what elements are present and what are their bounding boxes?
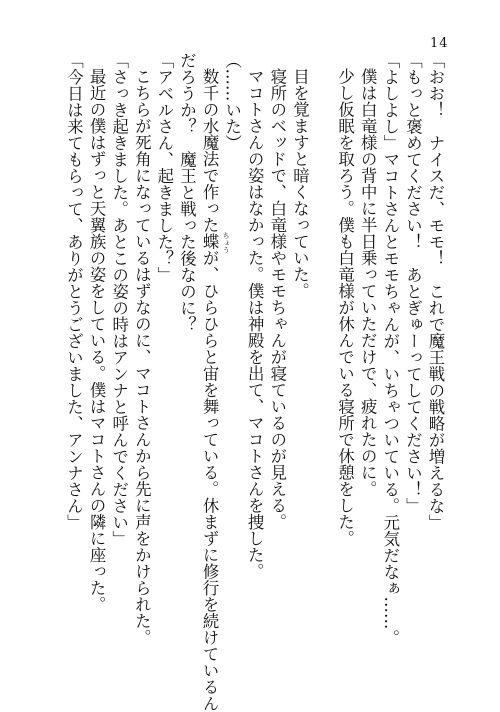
novel-text <box>62 52 446 712</box>
text-line-15: 「さっき起きました。あとこの姿の時はアンナと呼んでください」 <box>109 52 129 547</box>
ruby-base-text: 蝶 <box>200 233 220 250</box>
text-line-11: 数千の水魔法で作った蝶 ちょう が、ひらひらと宙を舞っている。休まずに修行を続けているん <box>200 68 231 712</box>
text-line-1: 「おお！ ナイスだ、モモ！ これで魔王戦の戦略が増えるな」 <box>426 52 445 531</box>
text-line-12: だろうか？ 魔王と戦った後なのに？ <box>177 52 197 333</box>
text-line-4: 僕は白竜様の背中に半日乗っていただけで、疲れたのに。 <box>358 68 378 498</box>
text-line-16: 最近の僕はずっと天翼族の姿をしている。僕はマコトさんの隣に座った。 <box>87 68 107 613</box>
text-line-3: 「よしよし」マコトさんとモモちゃんが、いちゃついている。元気だなぁ……。 <box>380 52 400 646</box>
text-line-8: 寝所のベッドで、白竜様やモモちゃんが寝ているのが見える。 <box>267 68 287 531</box>
text-line-7: 目を覚ますと暗くなっていた。 <box>290 68 310 300</box>
ruby-reading: ちょう <box>222 232 231 254</box>
text-line-17: 「今日は来てもらって、ありがとうございました、アンナさん」 <box>64 52 84 531</box>
page-number: 14 <box>430 36 449 51</box>
text-line-9: マコトさんの姿はなかった。僕は神殿を出て、マコトさんを捜した。 <box>245 68 265 580</box>
text-line-13: 「アベルさん、起きました？」 <box>154 52 174 283</box>
text-line-14: こちらが死角になっているはずなのに、マコトさんから先に声をかけられた。 <box>132 68 152 646</box>
text-line-2: 「もっと褒めてください！ あとぎゅーってしてください！」 <box>403 52 423 514</box>
blank-line <box>310 52 333 652</box>
text-line-10: （……いた） <box>222 52 242 151</box>
ruby-base <box>200 232 231 254</box>
text-line-5: 少し仮眠を取ろう。僕も白竜様が休んでいる寝所で休憩をした。 <box>335 68 355 547</box>
